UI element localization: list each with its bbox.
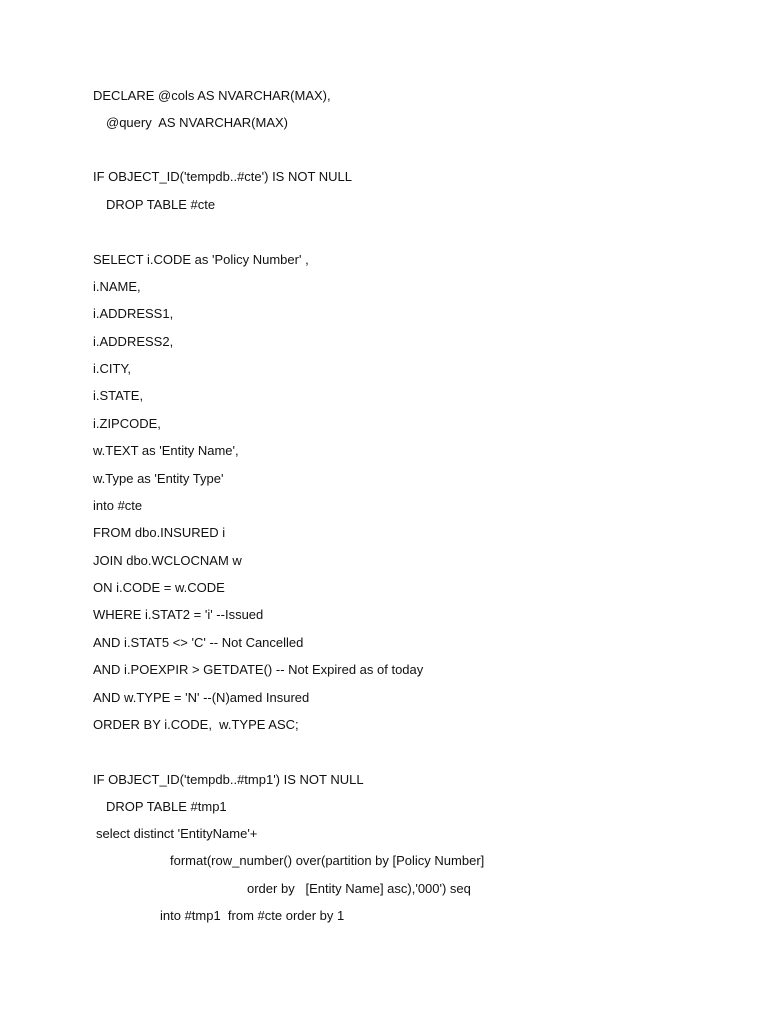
code-line: IF OBJECT_ID('tempdb..#cte') IS NOT NULL (93, 169, 353, 184)
code-line: ON i.CODE = w.CODE (93, 580, 225, 595)
code-line: AND w.TYPE = 'N' --(N)amed Insured (93, 690, 310, 705)
code-line: AND i.STAT5 <> 'C' -- Not Cancelled (93, 635, 304, 650)
code-line: format(row_number() over(partition by [Policy Number] (170, 853, 485, 868)
code-line: i.CITY, (93, 361, 132, 376)
code-line: select distinct 'EntityName'+ (96, 826, 258, 841)
code-line: i.NAME, (93, 279, 141, 294)
code-line: FROM dbo.INSURED i (93, 525, 226, 540)
code-line: i.STATE, (93, 388, 144, 403)
code-line: w.Type as 'Entity Type' (93, 471, 224, 486)
code-line: DROP TABLE #cte (106, 197, 216, 212)
code-line: i.ADDRESS1, (93, 306, 174, 321)
code-line: WHERE i.STAT2 = 'i' --Issued (93, 607, 264, 622)
code-line: DECLARE @cols AS NVARCHAR(MAX), (93, 88, 331, 103)
code-line: ORDER BY i.CODE, w.TYPE ASC; (93, 717, 299, 732)
code-line: SELECT i.CODE as 'Policy Number' , (93, 252, 309, 267)
code-line: IF OBJECT_ID('tempdb..#tmp1') IS NOT NULL (93, 772, 364, 787)
code-line: order by [Entity Name] asc),'000') seq (247, 881, 471, 896)
code-line: w.TEXT as 'Entity Name', (93, 443, 239, 458)
code-line: i.ZIPCODE, (93, 416, 161, 431)
code-line: AND i.POEXPIR > GETDATE() -- Not Expired as of today (93, 662, 424, 677)
code-line: DROP TABLE #tmp1 (106, 799, 227, 814)
code-line: into #cte (93, 498, 143, 513)
code-line: into #tmp1 from #cte order by 1 (160, 908, 345, 923)
code-line: JOIN dbo.WCLOCNAM w (93, 553, 242, 568)
code-line: @query AS NVARCHAR(MAX) (106, 115, 288, 130)
code-line: i.ADDRESS2, (93, 334, 174, 349)
